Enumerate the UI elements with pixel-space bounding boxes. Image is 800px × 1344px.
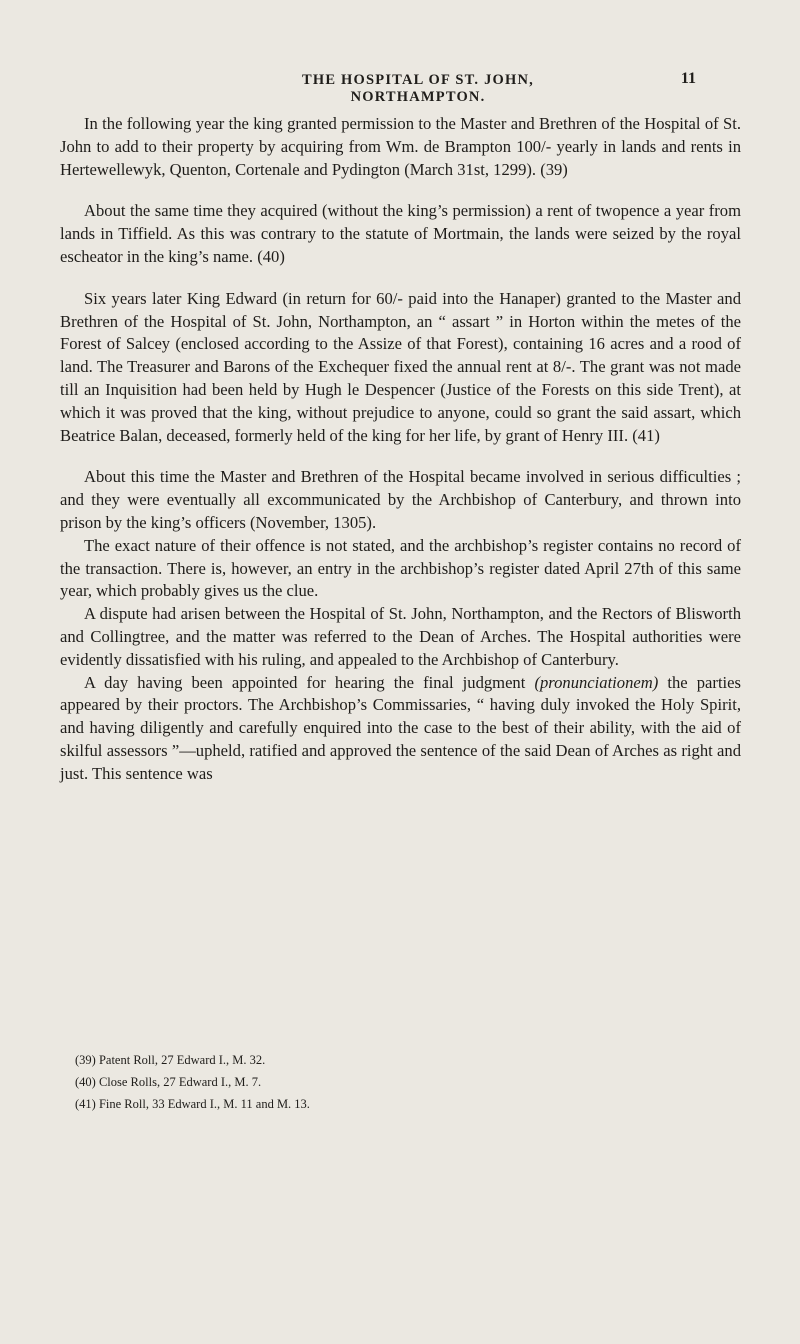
body-text	[60, 113, 741, 786]
latin-term: (pronunciationem)	[534, 672, 659, 692]
paragraph-7	[60, 672, 741, 786]
paragraph-7-start: A day having been appointed for hearing the final judgment	[84, 672, 535, 692]
paragraph-6: A dispute had arisen between the Hospital of St. John, Northampton, and the Rectors of Blisworth and Collingtree, and the matter was referred to the Dean of Arches. The Hospital authorities were evidently dissatisfied with his ruling, and appealed to the Archbishop of Canterbury.	[60, 604, 741, 669]
paragraph-4: About this time the Master and Brethren of the Hospital became involved in serious difficulties ; and they were eventually all excommunicated by the Archbishop of Canterbury, and thrown into prison by the king’s officers (November, 1305).	[60, 467, 741, 532]
paragraph-7-end: the parties appeared by their proctors. The Archbishop’s Commissaries, “ having duly invoked the Holy Spirit, and having diligently and carefully enquired into the case to the best of their ability, with the aid of skilful assessors ”—upheld, ratified and approved the sentence of the said Dean of Arches as right and just. This sentence was	[60, 672, 741, 783]
paragraph-5: The exact nature of their offence is not stated, and the archbishop’s register contains no record of the transaction. There is, however, an entry in the archbishop’s register dated April 27th of this same year, which probably gives us the clue.	[60, 535, 741, 601]
page-number: 11	[680, 70, 696, 87]
running-title: THE HOSPITAL OF ST. JOHN, NORTHAMPTON.	[302, 72, 534, 105]
footnotes	[75, 1051, 735, 1117]
footnote-40: (40) Close Rolls, 27 Edward I., M. 7.	[75, 1075, 262, 1089]
paragraph-1: In the following year the king granted permission to the Master and Brethren of the Hospital of St. John to add to their property by acquiring from Wm. de Brampton 100/- yearly in lands and rents in Hertewellewyk, Quenton, Cortenale and Pydington (March 31st, 1299). (39)	[60, 114, 741, 179]
paragraph-3: Six years later King Edward (in return for 60/- paid into the Hanaper) granted to the Master and Brethren of the Hospital of St. John, Northampton, an “ assart ” in Horton within the metes of the Forest of Salcey (enclosed according to the Assize of that Forest), containing 16 acres and a rood of land. The Treasurer and Barons of the Exchequer fixed the annual rent at 8/-. The grant was not made till an Inquisition had been held by Hugh le Despencer (Justice of the Forests on this side Trent), at which it was proved that the king, without prejudice to anyone, could so grant the said assart, which Beatrice Balan, deceased, formerly held of the king for her life, by grant of Henry III. (41)	[60, 288, 741, 445]
footnote-41: (41) Fine Roll, 33 Edward I., M. 11 and M. 13.	[75, 1097, 310, 1111]
paragraph-2: About the same time they acquired (without the king’s permission) a rent of twopence a year from lands in Tiffield. As this was contrary to the statute of Mortmain, the lands were seized by the royal escheator in the king’s name. (40)	[60, 201, 741, 266]
footnote-39: (39) Patent Roll, 27 Edward I., M. 32.	[75, 1053, 266, 1067]
